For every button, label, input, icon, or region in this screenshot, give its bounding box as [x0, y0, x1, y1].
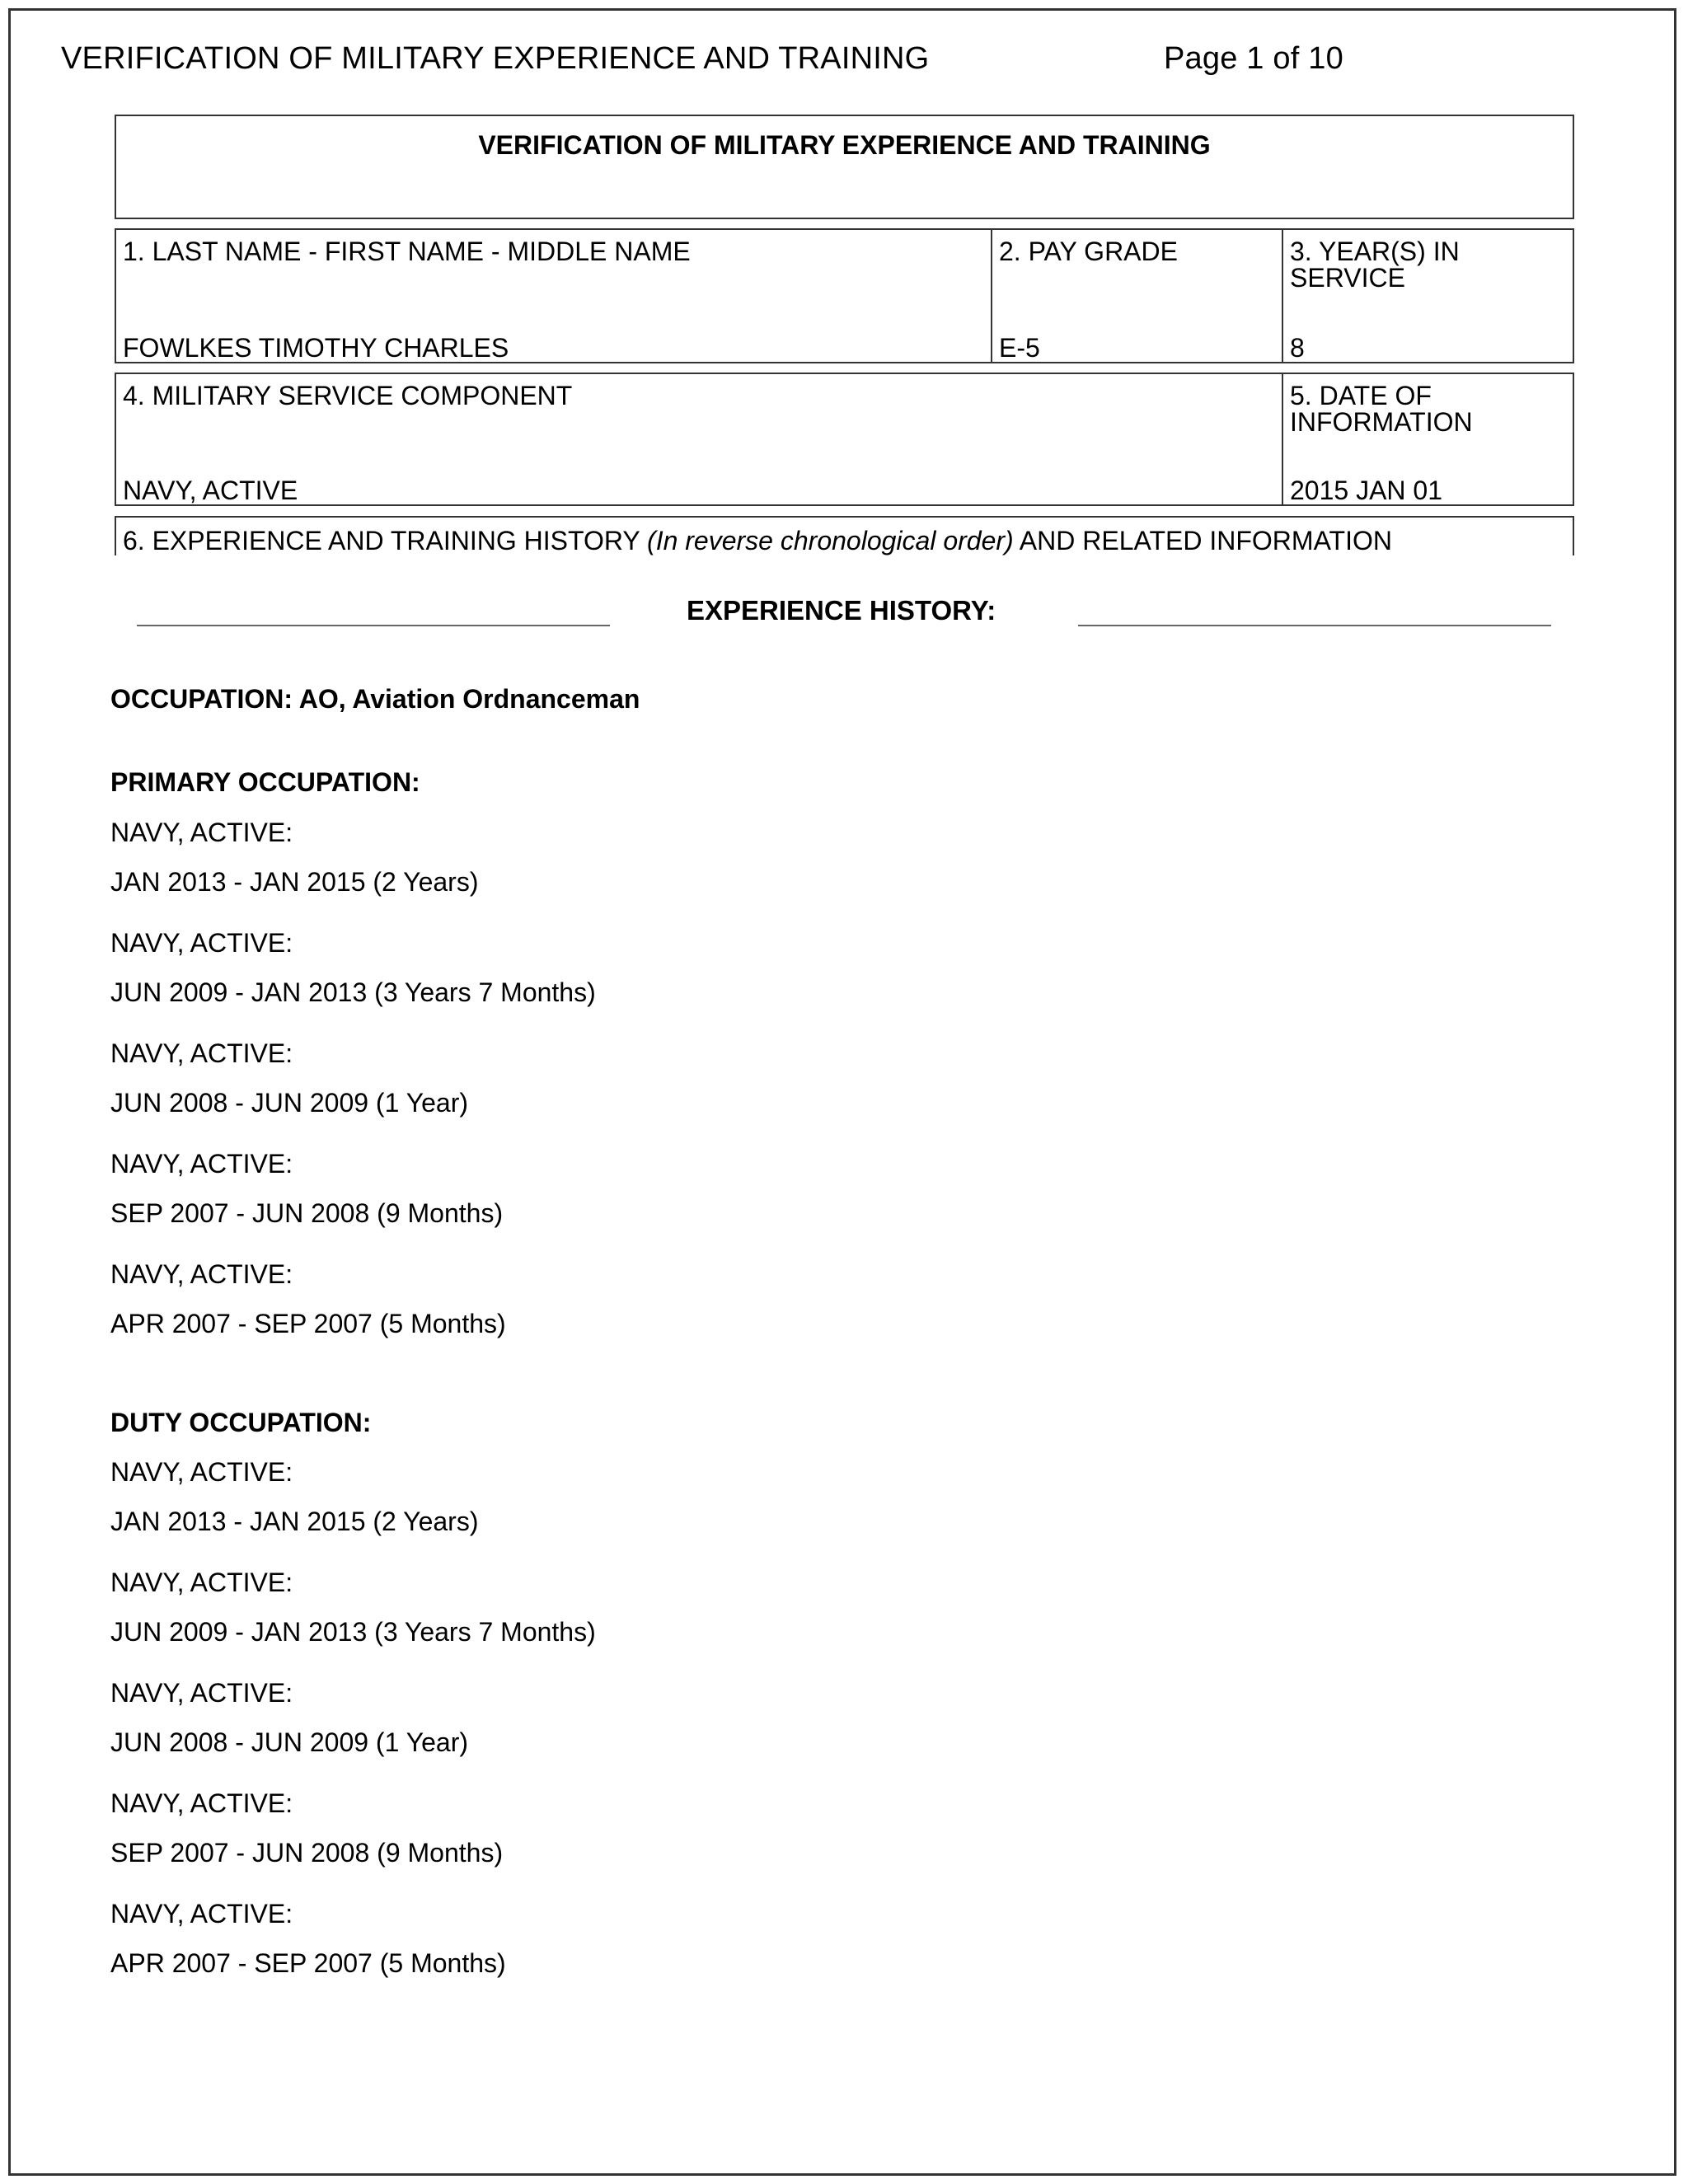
history-section-box — [115, 516, 1574, 555]
primary-entry-period: JUN 2008 - JUN 2009 (1 Year) — [110, 1088, 468, 1118]
primary-entry-component: NAVY, ACTIVE: — [110, 1038, 293, 1068]
primary-entry-period: JUN 2009 - JAN 2013 (3 Years 7 Months) — [110, 977, 596, 1007]
pay-grade-label: 2. PAY GRADE — [999, 237, 1178, 266]
component-row — [115, 373, 1574, 506]
history-section-label: 6. EXPERIENCE AND TRAINING HISTORY (In reverse chronological order) AND RELATED INFORMATION — [123, 526, 1392, 555]
pay-grade-value: E-5 — [999, 333, 1040, 363]
form-title-box — [115, 115, 1574, 219]
duty-occupation-heading: DUTY OCCUPATION: — [110, 1408, 372, 1437]
primary-occupation-heading: PRIMARY OCCUPATION: — [110, 767, 420, 797]
date-of-information-value: 2015 JAN 01 — [1290, 476, 1443, 505]
duty-entry-period: JUN 2009 - JAN 2013 (3 Years 7 Months) — [110, 1617, 596, 1647]
duty-entry-period: JAN 2013 - JAN 2015 (2 Years) — [110, 1507, 479, 1536]
identity-row — [115, 228, 1574, 363]
primary-entry-component: NAVY, ACTIVE: — [110, 1259, 293, 1289]
running-header-title: VERIFICATION OF MILITARY EXPERIENCE AND TRAINING — [61, 41, 930, 76]
date-of-information-field — [1282, 374, 1574, 504]
duty-entry-component: NAVY, ACTIVE: — [110, 1568, 293, 1597]
primary-entry-component: NAVY, ACTIVE: — [110, 1149, 293, 1179]
years-in-service-value: 8 — [1290, 333, 1305, 363]
page-number: Page 1 of 10 — [1164, 41, 1343, 76]
duty-entry-period: JUN 2008 - JUN 2009 (1 Year) — [110, 1727, 468, 1757]
experience-history-header — [0, 595, 1688, 628]
divider-right — [1078, 625, 1551, 626]
duty-entry-component: NAVY, ACTIVE: — [110, 1678, 293, 1708]
service-component-label: 4. MILITARY SERVICE COMPONENT — [123, 381, 573, 410]
name-value: FOWLKES TIMOTHY CHARLES — [123, 333, 509, 363]
primary-entry-component: NAVY, ACTIVE: — [110, 928, 293, 958]
duty-entry-period: SEP 2007 - JUN 2008 (9 Months) — [110, 1838, 504, 1868]
experience-history-title: EXPERIENCE HISTORY: — [687, 595, 996, 626]
occupation-line: OCCUPATION: AO, Aviation Ordnanceman — [110, 684, 640, 714]
pay-grade-field — [991, 230, 1282, 362]
primary-entry-period: APR 2007 - SEP 2007 (5 Months) — [110, 1309, 506, 1338]
duty-entry-component: NAVY, ACTIVE: — [110, 1788, 293, 1818]
name-label: 1. LAST NAME - FIRST NAME - MIDDLE NAME — [123, 237, 691, 266]
primary-entry-period: JAN 2013 - JAN 2015 (2 Years) — [110, 867, 479, 897]
years-in-service-field — [1282, 230, 1574, 362]
duty-entry-component: NAVY, ACTIVE: — [110, 1457, 293, 1487]
date-of-information-label: 5. DATE OF INFORMATION — [1290, 381, 1473, 437]
form-title: VERIFICATION OF MILITARY EXPERIENCE AND TRAINING — [478, 130, 1211, 160]
duty-entry-component: NAVY, ACTIVE: — [110, 1899, 293, 1929]
name-field — [116, 230, 991, 362]
divider-left — [137, 625, 610, 626]
primary-entry-component: NAVY, ACTIVE: — [110, 818, 293, 847]
service-component-value: NAVY, ACTIVE — [123, 476, 298, 505]
years-in-service-label: 3. YEAR(S) IN SERVICE — [1290, 237, 1460, 293]
primary-entry-period: SEP 2007 - JUN 2008 (9 Months) — [110, 1198, 504, 1228]
service-component-field — [116, 374, 1282, 504]
duty-entry-period: APR 2007 - SEP 2007 (5 Months) — [110, 1948, 506, 1978]
